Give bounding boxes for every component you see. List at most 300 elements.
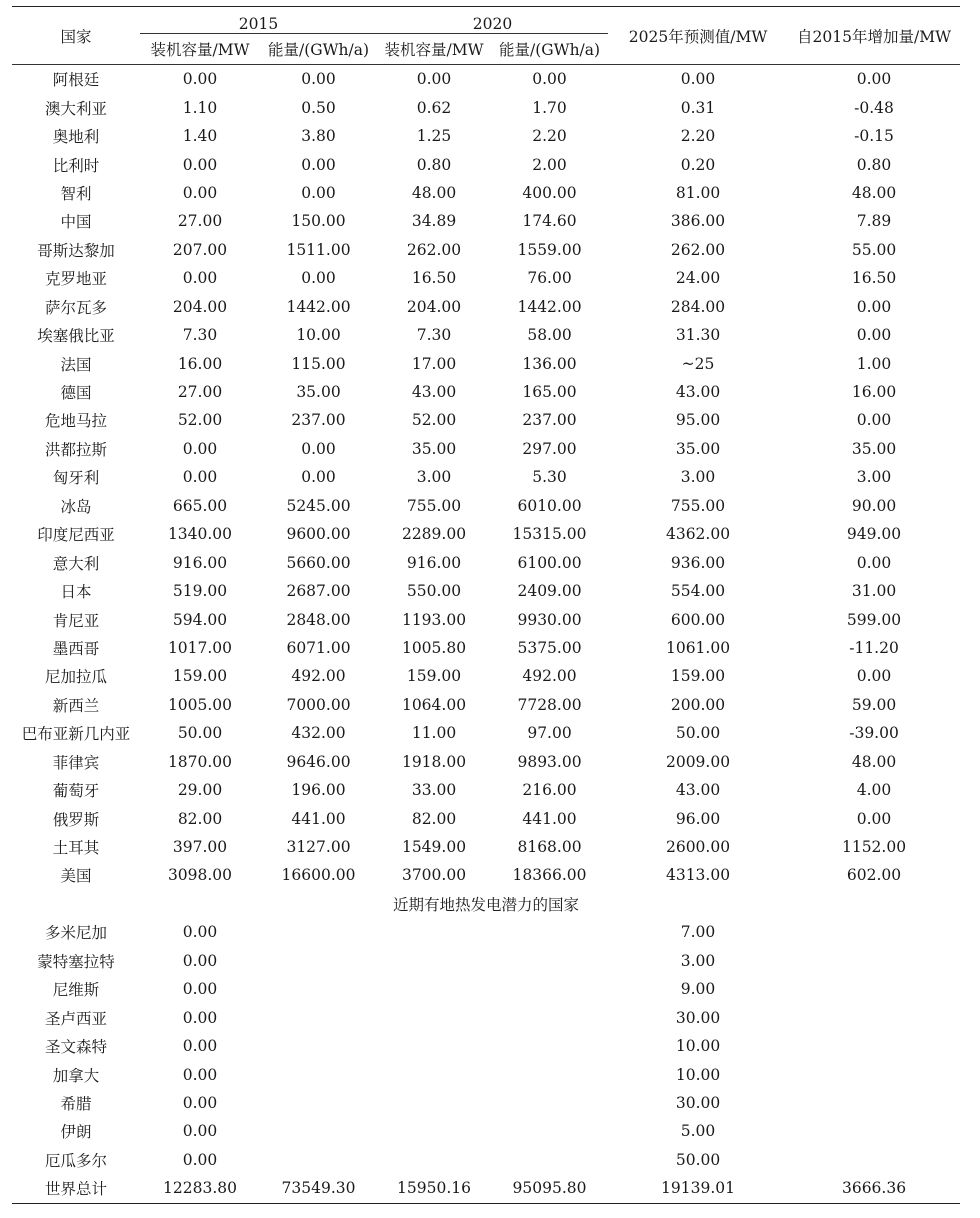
cell-country: 新西兰 [52, 696, 100, 715]
cell-country: 阿根廷 [52, 71, 100, 90]
cell-empty [260, 1060, 377, 1088]
cell-capacity-2020: 3700.00 [401, 866, 467, 885]
cell-increase: 0.00 [856, 297, 892, 316]
cell-energy-2015: 0.00 [301, 183, 336, 202]
cell-energy-2015: 237.00 [291, 411, 346, 430]
potential-row [12, 947, 960, 975]
cell-capacity-2020: 7.30 [416, 326, 452, 345]
cell-increase: 0.00 [856, 553, 892, 572]
cell-forecast-2025: 31.30 [675, 326, 721, 345]
cell-energy-2020: 400.00 [522, 183, 577, 202]
table-row [12, 662, 960, 690]
cell-empty [260, 1146, 377, 1174]
cell-country: 日本 [60, 583, 92, 602]
cell-forecast-2025: 0.00 [680, 70, 716, 89]
cell-country: 加拿大 [52, 1066, 100, 1085]
table-row [12, 150, 960, 178]
cell-capacity-2015: 207.00 [172, 240, 228, 259]
cell-capacity-2015: 519.00 [172, 582, 228, 601]
table-row [12, 691, 960, 719]
cell-energy-2015: 0.00 [301, 155, 336, 174]
cell-increase: 4.00 [856, 781, 892, 800]
cell-energy-2015: 5245.00 [286, 496, 351, 515]
cell-empty [260, 1032, 377, 1060]
header-energy-2020: 能量/(GWh/a) [491, 34, 608, 65]
cell-forecast-2025: 4362.00 [665, 525, 731, 544]
cell-energy-2015: 6071.00 [286, 638, 351, 657]
cell-country: 克罗地亚 [44, 270, 107, 289]
cell-empty [491, 1003, 608, 1031]
cell-empty [377, 975, 491, 1003]
cell-capacity-2015: 0.00 [182, 468, 218, 487]
cell-capacity-2015: 397.00 [172, 838, 228, 857]
cell-forecast-2025: 262.00 [670, 240, 726, 259]
cell-capacity-2020: 1918.00 [401, 752, 467, 771]
cell-country: 澳大利亚 [44, 99, 107, 118]
cell-capacity-2020: 550.00 [406, 582, 462, 601]
table-body [12, 65, 960, 1204]
cell-empty [788, 947, 960, 975]
potential-row [12, 1146, 960, 1174]
cell-forecast-2025: 0.31 [680, 98, 716, 117]
cell-capacity-2015: 0.00 [182, 183, 218, 202]
cell-country: 肯尼亚 [52, 611, 100, 630]
table-row [12, 378, 960, 406]
cell-forecast-2025: 43.00 [675, 383, 721, 402]
cell-capacity-2020: 35.00 [411, 439, 457, 458]
table-row [12, 207, 960, 235]
cell-country: 德国 [60, 384, 92, 403]
table-row [12, 804, 960, 832]
cell-country: 意大利 [52, 554, 100, 573]
cell-energy-2020: 2409.00 [517, 582, 582, 601]
cell-capacity-2015: 16.00 [177, 354, 223, 373]
cell-energy-2020: 136.00 [522, 354, 577, 373]
cell-forecast-2025: 5.00 [680, 1122, 716, 1141]
cell-forecast-2025: 30.00 [675, 1008, 721, 1027]
cell-capacity-2015: 82.00 [177, 809, 223, 828]
cell-energy-2020: 237.00 [522, 411, 577, 430]
cell-empty [377, 1117, 491, 1145]
cell-forecast-2025: 2.20 [680, 127, 716, 146]
cell-increase: 55.00 [851, 240, 897, 259]
cell-capacity-2020: 916.00 [406, 553, 462, 572]
cell-increase: 90.00 [851, 496, 897, 515]
cell-increase: 599.00 [846, 610, 902, 629]
cell-forecast-2025: 10.00 [675, 1037, 721, 1056]
cell-energy-2015: 5660.00 [286, 553, 351, 572]
cell-capacity-2015: 0.00 [182, 1037, 218, 1056]
potential-row [12, 1032, 960, 1060]
cell-forecast-2025: 284.00 [670, 297, 726, 316]
cell-increase: 16.50 [851, 269, 897, 288]
cell-capacity-2020: 2289.00 [401, 525, 467, 544]
cell-forecast-2025: 200.00 [670, 695, 726, 714]
cell-energy-2020: 216.00 [522, 781, 577, 800]
table-row [12, 93, 960, 121]
potential-row [12, 1003, 960, 1031]
cell-energy-2015: 0.50 [301, 98, 336, 117]
cell-country: 葡萄牙 [52, 782, 100, 801]
cell-forecast-2025: 2600.00 [665, 838, 731, 857]
cell-energy-2015: 2848.00 [286, 610, 351, 629]
cell-energy-2015: 432.00 [291, 724, 346, 743]
cell-country: 匈牙利 [52, 469, 100, 488]
cell-energy-2020: 5.30 [532, 468, 567, 487]
cell-capacity-2015: 27.00 [177, 383, 223, 402]
header-capacity-2015: 装机容量/MW [140, 34, 260, 65]
cell-increase: 16.00 [851, 383, 897, 402]
total-country: 世界总计 [12, 1174, 140, 1203]
cell-energy-2020: 297.00 [522, 439, 577, 458]
table-row [12, 321, 960, 349]
header-year-2020: 2020 [377, 7, 608, 34]
cell-capacity-2020: 0.80 [416, 155, 452, 174]
cell-country: 奥地利 [52, 128, 100, 147]
cell-empty [491, 1146, 608, 1174]
cell-energy-2020: 0.00 [532, 70, 567, 89]
cell-country: 厄瓜多尔 [44, 1151, 107, 1170]
cell-country: 智利 [60, 184, 92, 203]
table-row [12, 349, 960, 377]
cell-country: 巴布亚新几内亚 [21, 725, 131, 744]
cell-forecast-2025: 50.00 [675, 724, 721, 743]
cell-capacity-2020: 1005.80 [401, 638, 467, 657]
cell-energy-2015: 2687.00 [286, 582, 351, 601]
table-row [12, 293, 960, 321]
table-row [12, 861, 960, 889]
cell-empty [491, 1032, 608, 1060]
cell-empty [788, 1032, 960, 1060]
cell-capacity-2015: 52.00 [177, 411, 223, 430]
cell-energy-2020: 15315.00 [512, 525, 587, 544]
cell-capacity-2020: 0.62 [416, 98, 452, 117]
section-title: 近期有地热发电潜力的国家 [393, 895, 580, 914]
cell-empty [260, 1117, 377, 1145]
cell-forecast-2025: 35.00 [675, 439, 721, 458]
cell-capacity-2015: 0.00 [182, 980, 218, 999]
cell-energy-2020: 7728.00 [517, 695, 582, 714]
cell-country: 蒙特塞拉特 [37, 952, 115, 971]
cell-country: 墨西哥 [52, 639, 100, 658]
cell-empty [377, 1003, 491, 1031]
cell-forecast-2025: 50.00 [675, 1150, 721, 1169]
cell-empty [260, 918, 377, 946]
cell-energy-2020: 2.20 [532, 127, 567, 146]
cell-forecast-2025: 755.00 [670, 496, 726, 515]
cell-forecast-2025: 96.00 [675, 809, 721, 828]
table-row [12, 236, 960, 264]
cell-empty [788, 918, 960, 946]
cell-energy-2020: 1.70 [532, 98, 567, 117]
cell-forecast-2025: 30.00 [675, 1093, 721, 1112]
potential-row [12, 1060, 960, 1088]
cell-energy-2015: 441.00 [291, 809, 346, 828]
cell-capacity-2020: 11.00 [411, 724, 457, 743]
cell-forecast-2025: 600.00 [670, 610, 726, 629]
cell-forecast-2025: 81.00 [675, 183, 721, 202]
cell-energy-2015: 0.00 [301, 439, 336, 458]
cell-energy-2015: 0.00 [301, 269, 336, 288]
cell-empty [491, 975, 608, 1003]
cell-capacity-2015: 594.00 [172, 610, 228, 629]
cell-energy-2015: 7000.00 [286, 695, 351, 714]
cell-energy-2015: 9600.00 [286, 525, 351, 544]
cell-capacity-2015: 1.10 [182, 98, 218, 117]
cell-forecast-2025: 43.00 [675, 781, 721, 800]
cell-forecast-2025: 159.00 [670, 667, 726, 686]
cell-energy-2015: 35.00 [296, 383, 341, 402]
cell-forecast-2025: 10.00 [675, 1065, 721, 1084]
cell-capacity-2015: 1870.00 [167, 752, 233, 771]
cell-increase: 48.00 [851, 183, 897, 202]
cell-capacity-2015: 0.00 [182, 1065, 218, 1084]
cell-energy-2015: 1511.00 [286, 240, 351, 259]
geothermal-table [12, 6, 960, 1204]
cell-capacity-2015: 1005.00 [167, 695, 233, 714]
cell-country: 哥斯达黎加 [37, 241, 115, 260]
cell-forecast-2025: 554.00 [670, 582, 726, 601]
cell-energy-2020: 18366.00 [512, 866, 587, 885]
cell-energy-2020: 9893.00 [517, 752, 582, 771]
cell-empty [260, 947, 377, 975]
cell-energy-2020: 174.60 [522, 212, 577, 231]
cell-increase: 1.00 [856, 354, 892, 373]
cell-energy-2020: 2.00 [532, 155, 567, 174]
table-row [12, 577, 960, 605]
cell-country: 中国 [60, 213, 92, 232]
cell-empty [377, 1032, 491, 1060]
total-energy-2015: 73549.30 [260, 1174, 377, 1203]
cell-capacity-2015: 0.00 [182, 923, 218, 942]
table-row [12, 634, 960, 662]
cell-energy-2015: 1442.00 [286, 297, 351, 316]
cell-country: 尼维斯 [52, 981, 100, 1000]
cell-increase: 31.00 [851, 582, 897, 601]
cell-country: 印度尼西亚 [37, 526, 115, 545]
potential-row [12, 1117, 960, 1145]
cell-capacity-2015: 916.00 [172, 553, 228, 572]
cell-energy-2015: 0.00 [301, 70, 336, 89]
cell-capacity-2020: 48.00 [411, 183, 457, 202]
cell-forecast-2025: ~25 [681, 354, 715, 373]
cell-increase: 0.00 [856, 809, 892, 828]
cell-capacity-2020: 204.00 [406, 297, 462, 316]
cell-empty [377, 1060, 491, 1088]
cell-capacity-2015: 0.00 [182, 1150, 218, 1169]
cell-capacity-2020: 34.89 [411, 212, 457, 231]
cell-capacity-2015: 159.00 [172, 667, 228, 686]
cell-forecast-2025: 2009.00 [665, 752, 731, 771]
cell-country: 危地马拉 [44, 412, 107, 431]
cell-forecast-2025: 4313.00 [665, 866, 731, 885]
cell-country: 土耳其 [52, 839, 100, 858]
cell-country: 美国 [60, 867, 92, 886]
cell-energy-2020: 6100.00 [517, 553, 582, 572]
potential-row [12, 975, 960, 1003]
cell-forecast-2025: 1061.00 [665, 638, 731, 657]
cell-forecast-2025: 9.00 [680, 980, 716, 999]
cell-country: 伊朗 [60, 1123, 92, 1142]
table-row [12, 520, 960, 548]
cell-energy-2015: 3127.00 [286, 838, 351, 857]
total-increase: 3666.36 [788, 1174, 960, 1203]
cell-capacity-2015: 0.00 [182, 1093, 218, 1112]
cell-forecast-2025: 936.00 [670, 553, 726, 572]
header-forecast-2025: 2025年预测值/MW [608, 7, 788, 65]
table-row [12, 605, 960, 633]
cell-capacity-2020: 1064.00 [401, 695, 467, 714]
total-capacity-2015: 12283.80 [140, 1174, 260, 1203]
cell-energy-2020: 165.00 [522, 383, 577, 402]
cell-country: 尼加拉瓜 [44, 668, 107, 687]
total-forecast-2025: 19139.01 [608, 1174, 788, 1203]
cell-forecast-2025: 3.00 [680, 468, 716, 487]
header-increase: 自2015年增加量/MW [788, 7, 960, 65]
cell-increase: 0.00 [856, 411, 892, 430]
cell-capacity-2020: 262.00 [406, 240, 462, 259]
cell-energy-2020: 1559.00 [517, 240, 582, 259]
cell-capacity-2020: 33.00 [411, 781, 457, 800]
cell-empty [377, 1146, 491, 1174]
header-country: 国家 [12, 7, 140, 65]
header-capacity-2020: 装机容量/MW [377, 34, 491, 65]
cell-capacity-2020: 52.00 [411, 411, 457, 430]
cell-empty [788, 1003, 960, 1031]
cell-empty [788, 1146, 960, 1174]
cell-forecast-2025: 95.00 [675, 411, 721, 430]
cell-increase: 7.89 [856, 212, 892, 231]
cell-empty [260, 1003, 377, 1031]
cell-empty [260, 975, 377, 1003]
cell-country: 希腊 [60, 1094, 92, 1113]
cell-forecast-2025: 3.00 [680, 951, 716, 970]
cell-energy-2020: 441.00 [522, 809, 577, 828]
table-row [12, 719, 960, 747]
cell-capacity-2020: 1.25 [416, 127, 452, 146]
cell-increase: 59.00 [851, 695, 897, 714]
cell-capacity-2020: 82.00 [411, 809, 457, 828]
cell-increase: -0.48 [854, 98, 894, 117]
cell-energy-2015: 492.00 [291, 667, 346, 686]
cell-empty [377, 1089, 491, 1117]
table-row [12, 776, 960, 804]
cell-energy-2020: 76.00 [527, 269, 572, 288]
cell-energy-2015: 3.80 [301, 127, 336, 146]
cell-forecast-2025: 7.00 [680, 923, 716, 942]
cell-energy-2015: 10.00 [296, 326, 341, 345]
cell-country: 菲律宾 [52, 753, 100, 772]
cell-increase: 0.00 [856, 667, 892, 686]
table-row [12, 435, 960, 463]
cell-empty [260, 1089, 377, 1117]
cell-energy-2015: 9646.00 [286, 752, 351, 771]
cell-energy-2020: 58.00 [527, 326, 572, 345]
table-row [12, 122, 960, 150]
table-row [12, 65, 960, 94]
cell-country: 圣文森特 [44, 1038, 107, 1057]
cell-increase: -0.15 [854, 127, 894, 146]
table-row [12, 264, 960, 292]
cell-empty [788, 975, 960, 1003]
cell-capacity-2015: 0.00 [182, 1008, 218, 1027]
cell-capacity-2015: 0.00 [182, 70, 218, 89]
cell-empty [491, 918, 608, 946]
cell-capacity-2015: 1017.00 [167, 638, 233, 657]
cell-country: 萨尔瓦多 [44, 298, 107, 317]
cell-empty [491, 1117, 608, 1145]
table-row [12, 492, 960, 520]
cell-capacity-2015: 50.00 [177, 724, 223, 743]
cell-energy-2015: 150.00 [291, 212, 346, 231]
table-row [12, 833, 960, 861]
cell-increase: -11.20 [849, 638, 899, 657]
cell-empty [491, 1060, 608, 1088]
cell-capacity-2020: 1193.00 [401, 610, 467, 629]
cell-empty [788, 1117, 960, 1145]
cell-capacity-2015: 1340.00 [167, 525, 233, 544]
potential-row [12, 918, 960, 946]
cell-country: 俄罗斯 [52, 810, 100, 829]
cell-increase: 602.00 [846, 866, 902, 885]
cell-capacity-2020: 43.00 [411, 383, 457, 402]
cell-empty [491, 1089, 608, 1117]
cell-energy-2015: 196.00 [291, 781, 346, 800]
cell-forecast-2025: 0.20 [680, 155, 716, 174]
cell-increase: 949.00 [846, 525, 902, 544]
cell-capacity-2015: 0.00 [182, 951, 218, 970]
cell-capacity-2015: 1.40 [182, 127, 218, 146]
cell-increase: 3.00 [856, 468, 892, 487]
cell-country: 冰岛 [60, 497, 92, 516]
table-row [12, 406, 960, 434]
cell-capacity-2020: 3.00 [416, 468, 452, 487]
cell-capacity-2020: 755.00 [406, 496, 462, 515]
cell-capacity-2020: 159.00 [406, 667, 462, 686]
cell-empty [491, 947, 608, 975]
table-row [12, 463, 960, 491]
section-row [12, 890, 960, 918]
cell-forecast-2025: 24.00 [675, 269, 721, 288]
cell-energy-2020: 6010.00 [517, 496, 582, 515]
cell-country: 多米尼加 [44, 924, 107, 943]
cell-capacity-2015: 3098.00 [167, 866, 233, 885]
cell-forecast-2025: 386.00 [670, 212, 726, 231]
cell-capacity-2020: 0.00 [416, 70, 452, 89]
cell-empty [788, 1089, 960, 1117]
header-year-2015: 2015 [140, 7, 377, 34]
cell-increase: 35.00 [851, 439, 897, 458]
cell-capacity-2015: 0.00 [182, 155, 218, 174]
cell-increase: 0.80 [856, 155, 892, 174]
cell-country: 洪都拉斯 [44, 440, 107, 459]
cell-country: 圣卢西亚 [44, 1009, 107, 1028]
cell-capacity-2015: 29.00 [177, 781, 223, 800]
cell-energy-2020: 1442.00 [517, 297, 582, 316]
table-row [12, 748, 960, 776]
cell-capacity-2015: 27.00 [177, 212, 223, 231]
table-row [12, 179, 960, 207]
cell-capacity-2020: 1549.00 [401, 838, 467, 857]
cell-country: 法国 [60, 355, 92, 374]
cell-increase: -39.00 [849, 724, 899, 743]
cell-increase: 0.00 [856, 326, 892, 345]
cell-capacity-2015: 0.00 [182, 1122, 218, 1141]
cell-energy-2015: 115.00 [291, 354, 346, 373]
total-capacity-2020: 15950.16 [377, 1174, 491, 1203]
total-energy-2020: 95095.80 [491, 1174, 608, 1203]
cell-energy-2020: 492.00 [522, 667, 577, 686]
